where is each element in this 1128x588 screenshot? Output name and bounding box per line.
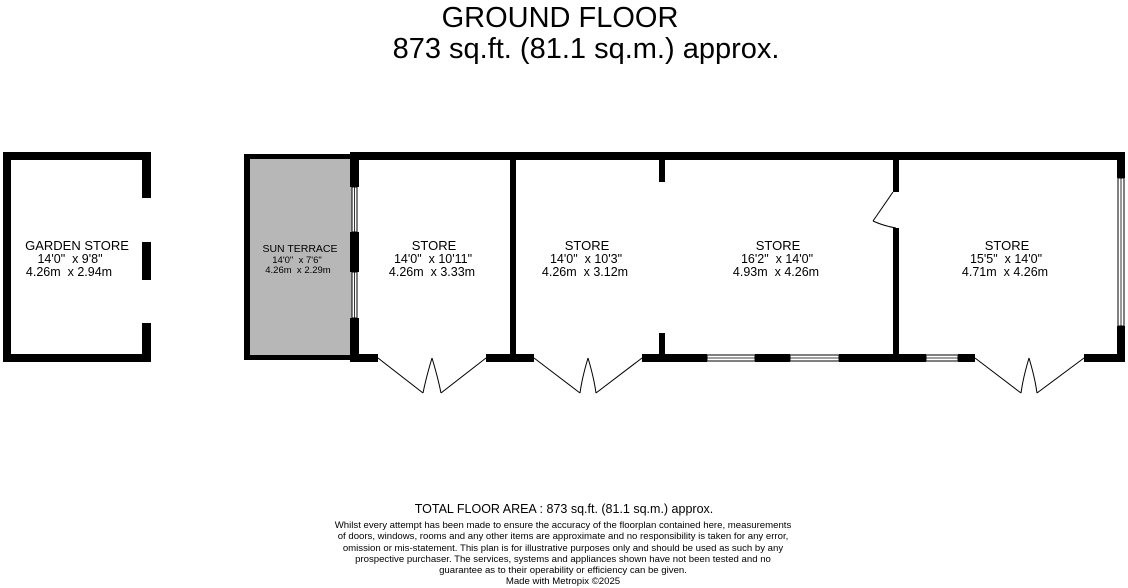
partition-1-top — [350, 152, 359, 187]
partition-2 — [510, 152, 516, 362]
room-name: STORE — [564, 238, 610, 253]
bottom-wall-seg-3 — [642, 354, 707, 362]
garden-store-top-wall — [3, 152, 151, 160]
room-name: SUN TERRACE — [262, 243, 338, 255]
bottom-wall-seg-5 — [839, 354, 926, 362]
sun-terrace-left-wall — [244, 154, 250, 360]
room-name: STORE — [411, 238, 457, 253]
total-floor-area: TOTAL FLOOR AREA : 873 sq.ft. (81.1 sq.m.) approx. — [414, 502, 714, 516]
sun-terrace-bottom-wall — [244, 355, 354, 360]
internal-door-store-3-4 — [873, 192, 896, 228]
room-metric: 4.26m x 2.94m — [25, 265, 113, 279]
room-store-4 — [962, 238, 1048, 279]
disclaimer — [333, 520, 793, 588]
room-imperial: 14'0" x 9'8" — [37, 252, 103, 266]
garden-store-right-wall-lower — [142, 323, 151, 362]
bottom-wall-seg-6 — [958, 354, 975, 362]
room-imperial: 14'0" x 10'11" — [393, 252, 473, 266]
sun-terrace-top-wall — [244, 154, 354, 159]
room-imperial: 15'5" x 14'0" — [969, 252, 1043, 266]
floor-title: GROUND FLOOR — [441, 2, 679, 34]
bottom-wall-seg-1 — [350, 354, 378, 362]
garden-store-right-wall-upper — [142, 152, 151, 198]
room-metric: 4.71m x 4.26m — [961, 265, 1049, 279]
room-imperial: 16'2" x 14'0" — [740, 252, 814, 266]
room-store-1 — [389, 238, 475, 279]
main-top-wall — [350, 152, 1125, 160]
bottom-wall-seg-7 — [1084, 354, 1125, 362]
bottom-wall-seg-2 — [486, 354, 534, 362]
partition-4-bottom — [893, 228, 899, 362]
double-door-store-4 — [975, 358, 1084, 393]
bottom-wall-seg-4 — [755, 354, 790, 362]
room-metric: 4.26m x 2.29m — [265, 265, 331, 276]
room-metric: 4.26m x 3.12m — [541, 265, 629, 279]
room-name: STORE — [755, 238, 801, 253]
partition-4-top — [893, 152, 899, 192]
room-store-3 — [733, 238, 819, 279]
room-name: STORE — [984, 238, 1030, 253]
room-metric: 4.26m x 3.33m — [388, 265, 476, 279]
room-imperial: 14'0" x 7'6" — [272, 255, 322, 266]
right-wall-top — [1117, 152, 1125, 178]
room-name: GARDEN STORE — [25, 238, 129, 253]
room-imperial: 14'0" x 10'3" — [549, 252, 623, 266]
garden-store-left-wall — [3, 152, 11, 362]
partition-1-mid — [350, 232, 359, 272]
room-store-2 — [542, 238, 628, 279]
disclaimer-text: Whilst every attempt has been made to ensure the accuracy of the floorplan contained here, measurements of doors, windows, rooms and any other items are approximate and no responsibility is taken for any error, omission or mis-statement. This plan is for illustrative purposes only and should be used as such by any prospective purchaser. The services, systems and appliances shown have not been tested and no guarantee as to their operability or efficiency can be given. — [334, 520, 792, 577]
room-metric: 4.93m x 4.26m — [732, 265, 820, 279]
double-door-store-2 — [534, 358, 642, 393]
floor-area-subtitle: 873 sq.ft. (81.1 sq.m.) approx. — [392, 33, 780, 65]
garden-store-right-wall-middle — [142, 242, 151, 280]
double-door-store-1 — [378, 358, 486, 393]
doors — [378, 192, 1084, 393]
room-garden-store — [25, 238, 129, 279]
credit-text: Made with Metropix ©2025 — [505, 576, 621, 588]
garden-store-bottom-wall — [3, 354, 151, 362]
partition-3-top — [659, 152, 665, 182]
